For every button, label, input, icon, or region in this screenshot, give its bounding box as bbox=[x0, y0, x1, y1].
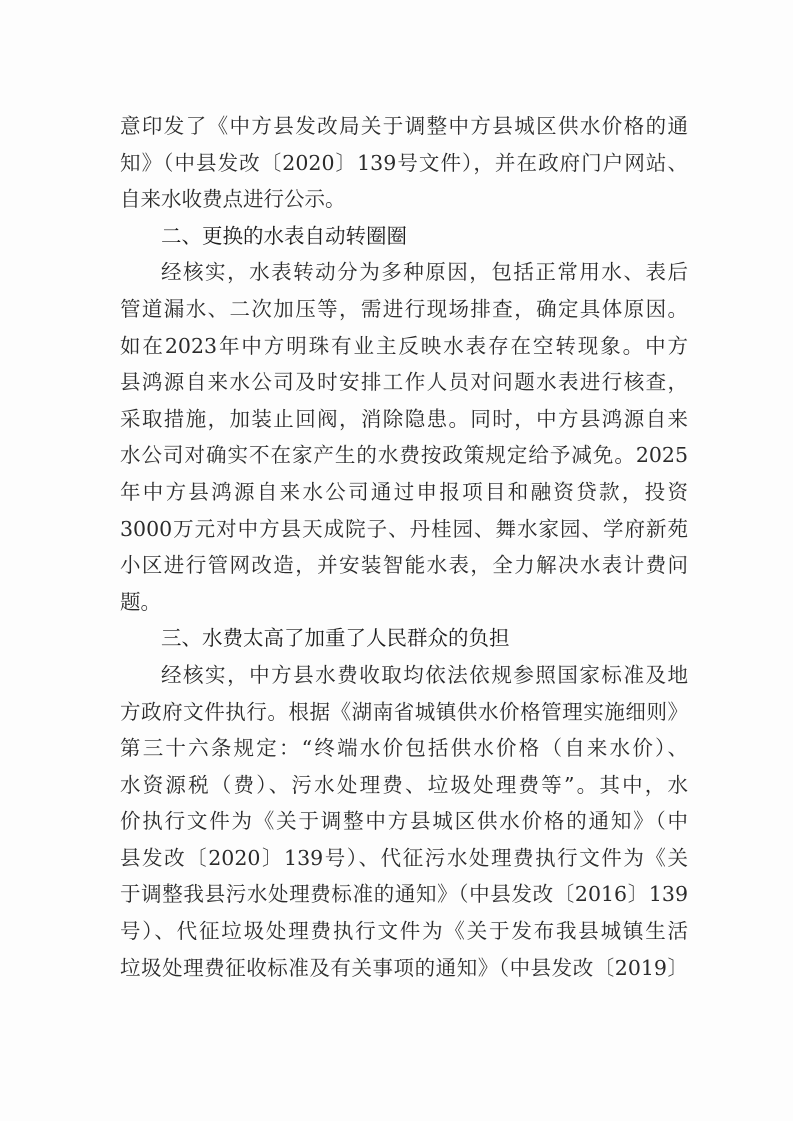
body-line: 号）、代征垃圾处理费执行文件为《关于发布我县城镇生活 bbox=[120, 919, 688, 944]
body-line: 水公司对确实不在家产生的水费按政策规定给予减免。2025 bbox=[120, 443, 688, 468]
body-line: 于调整我县污水处理费标准的通知》（中县发改〔2016〕139 bbox=[120, 882, 688, 907]
body-line: 第三十六条规定：“终端水价包括供水价格（自来水价）、 bbox=[120, 736, 688, 761]
body-line: 县鸿源自来水公司及时安排工作人员对问题水表进行核查， bbox=[120, 370, 688, 395]
body-line: 自来水收费点进行公示。 bbox=[120, 187, 346, 212]
body-line: 知》（中县发改〔2020〕139号文件），并在政府门户网站、 bbox=[120, 150, 688, 175]
body-line: 意印发了《中方县发改局关于调整中方县城区供水价格的通 bbox=[120, 114, 688, 138]
body-line: 县发改〔2020〕139号）、代征污水处理费执行文件为《关 bbox=[120, 845, 688, 870]
body-line: 垃圾处理费征收标准及有关事项的通知》（中县发改〔2019〕 bbox=[120, 955, 688, 980]
body-line: 年中方县鸿源自来水公司通过申报项目和融资贷款，投资 bbox=[120, 479, 688, 504]
body-line: 价执行文件为《关于调整中方县城区供水价格的通知》（中 bbox=[120, 809, 688, 834]
body-line: 管道漏水、二次加压等，需进行现场排查，确定具体原因。 bbox=[120, 296, 688, 321]
section-heading-3: 三、水费太高了加重了人民群众的负担 bbox=[161, 626, 510, 651]
body-line: 题。 bbox=[120, 589, 161, 614]
body-line: 经核实，中方县水费收取均依法依规参照国家标准及地 bbox=[161, 662, 688, 687]
body-line: 方政府文件执行。根据《湖南省城镇供水价格管理实施细则》 bbox=[120, 699, 688, 724]
body-line: 采取措施，加装止回阀，消除隐患。同时，中方县鸿源自来 bbox=[120, 406, 688, 431]
document-body bbox=[120, 108, 688, 986]
body-line: 水资源税（费）、污水处理费、垃圾处理费等”。其中，水 bbox=[120, 772, 688, 797]
body-line: 3000万元对中方县天成院子、丹桂园、舞水家园、学府新苑 bbox=[120, 516, 688, 541]
body-line: 小区进行管网改造，并安装智能水表，全力解决水表计费问 bbox=[120, 553, 688, 578]
body-line: 经核实，水表转动分为多种原因，包括正常用水、表后 bbox=[161, 260, 688, 285]
section-heading-2: 二、更换的水表自动转圈圈 bbox=[161, 223, 407, 248]
body-line: 如在2023年中方明珠有业主反映水表存在空转现象。中方 bbox=[120, 333, 688, 358]
